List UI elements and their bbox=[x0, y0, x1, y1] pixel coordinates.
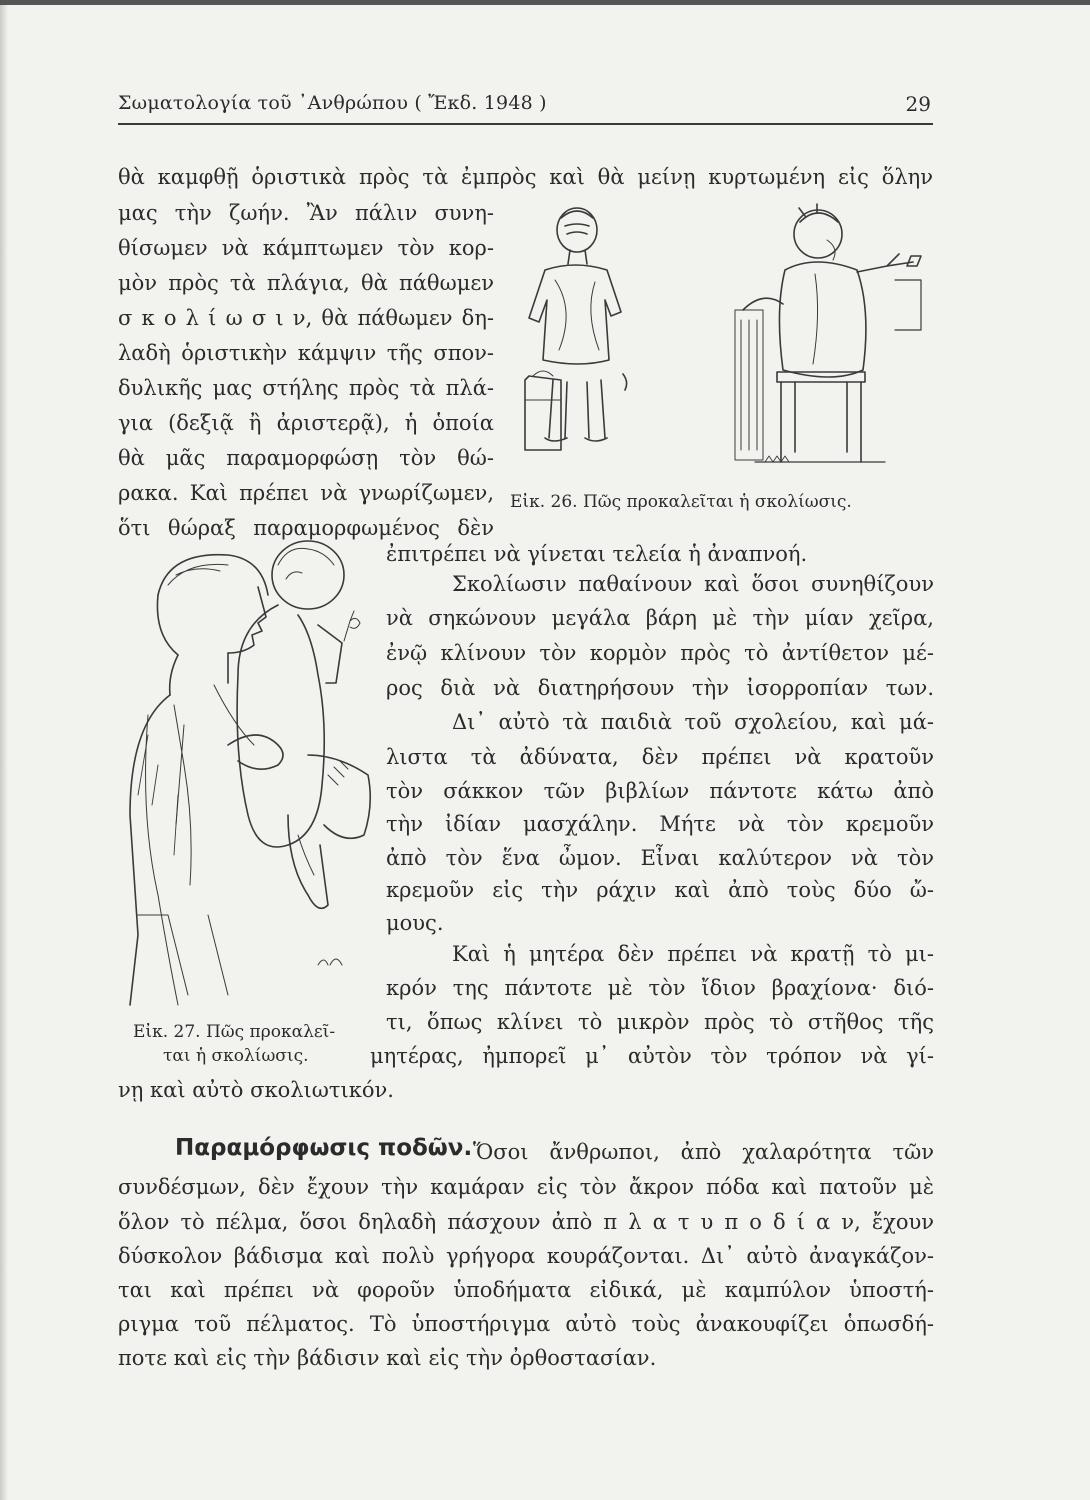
figure-27-drawing bbox=[118, 535, 383, 1015]
text-line: τὸν σάκκον τῶν βιβλίων πάντοτε κάτω ἀπὸ bbox=[386, 779, 934, 803]
text-line: μητέρας, ἠμπορεῖ μ᾿ αὐτὸν τὸν τρόπον νὰ γί- bbox=[370, 1044, 934, 1068]
text-line: ριγμα τοῦ πέλματος. Τὸ ὑποστήριγμα αὐτὸ τοὺς ἀνακουφίζει ὁπωσδή- bbox=[118, 1312, 934, 1336]
text-line: νὰ σηκώνουν μεγάλα βάρη μὲ τὴν μίαν χεῖρα, bbox=[386, 606, 934, 630]
text-line: κρόν της πάντοτε μὲ τὸν ἴδιον βραχίονα· διό- bbox=[386, 976, 934, 1000]
text-line: ρος διὰ νὰ διατηρήσουν τὴν ἰσορροπίαν των. bbox=[386, 676, 934, 700]
figure-27-caption-line2: ται ἡ σκολίωσις. bbox=[163, 1046, 309, 1066]
text-line: μους. bbox=[386, 911, 444, 935]
page-number: 29 bbox=[905, 92, 931, 116]
text-line: λιστα τὰ ἀδύνατα, δὲν πρέπει νὰ κρατοῦν bbox=[386, 745, 934, 769]
header-rule bbox=[118, 123, 933, 125]
text-line: ἐπιτρέπει νὰ γίνεται τελεία ἡ ἀναπνοή. bbox=[386, 542, 808, 566]
text-line: νῃ καὶ αὐτὸ σκολιωτικόν. bbox=[118, 1078, 394, 1102]
text-line: ται καὶ πρέπει νὰ φοροῦν ὑποδήματα εἰδικά, μὲ καμπύλον ὑποστή- bbox=[118, 1278, 934, 1302]
figure-27-caption-line1: Εἰκ. 27. Πῶς προκαλεῖ- bbox=[133, 1022, 336, 1042]
text-line: ὅλον τὸ πέλμα, ὅσοι δηλαδὴ πάσχουν ἀπὸ π λ α τ υ π ο δ ί α ν, ἔχουν bbox=[118, 1210, 934, 1234]
text-line: τὴν ἰδίαν μασχάλην. Μήτε νὰ τὸν κρεμοῦν bbox=[386, 812, 934, 836]
text-line: ἀπὸ τὸν ἕνα ὦμον. Εἶναι καλύτερον νὰ τὸν bbox=[386, 846, 934, 870]
text-line: δυλικῆς μας στήλης πρὸς τὰ πλά- bbox=[118, 376, 494, 400]
scan-left-shadow bbox=[0, 5, 8, 1500]
text-line: θὰ μᾶς παραμορφώσῃ τὸν θώ- bbox=[118, 446, 494, 470]
text-line: λαδὴ ὁριστικὴν κάμψιν τῆς σπον- bbox=[118, 341, 494, 365]
text-line: θίσωμεν νὰ κάμπτωμεν τὸν κορ- bbox=[118, 236, 494, 260]
figure-26-drawing bbox=[515, 200, 925, 475]
text-line: ὅτι θώραξ παραμορφωμένος δὲν bbox=[118, 516, 494, 540]
text-line: σ κ ο λ ί ω σ ι ν, θὰ πάθωμεν δη- bbox=[118, 306, 494, 330]
text-line: ποτε καὶ εἰς τὴν βάδισιν καὶ εἰς τὴν ὀρθοστασίαν. bbox=[118, 1346, 657, 1370]
text-line: κρεμοῦν εἰς τὴν ράχιν καὶ ἀπὸ τοὺς δύο ὤ- bbox=[386, 878, 934, 902]
text-line: για (δεξιᾷ ἢ ἀριστερᾷ), ἡ ὁποία bbox=[118, 411, 494, 435]
text-line: μας τὴν ζωήν. Ἂν πάλιν συνη- bbox=[118, 201, 494, 225]
figure-26-illustration bbox=[515, 200, 925, 475]
text-line: μὸν πρὸς τὰ πλάγια, θὰ πάθωμεν bbox=[118, 271, 494, 295]
text-line: ρακα. Καὶ πρέπει νὰ γνωρίζωμεν, bbox=[118, 481, 494, 505]
text-line: Σκολίωσιν παθαίνουν καὶ ὅσοι συνηθίζουν bbox=[452, 572, 934, 596]
text-line: θὰ καμφθῇ ὁριστικὰ πρὸς τὰ ἐμπρὸς καὶ θὰ μείνῃ κυρτωμένη εἰς ὅλην bbox=[118, 165, 933, 189]
text-line: ἐνῷ κλίνουν τὸν κορμὸν πρὸς τὸ ἀντίθετον μέ- bbox=[386, 641, 934, 665]
text-line: Ὅσοι ἄνθρωποι, ἀπὸ χαλαρότητα τῶν bbox=[473, 1140, 934, 1164]
text-line: Δι᾿ αὐτὸ τὰ παιδιὰ τοῦ σχολείου, καὶ μά- bbox=[452, 710, 934, 734]
figure-26-caption: Εἰκ. 26. Πῶς προκαλεῖται ἡ σκολίωσις. bbox=[510, 492, 852, 512]
scan-top-band bbox=[0, 0, 1090, 5]
text-line: δύσκολον βάδισμα καὶ πολὺ γρήγορα κουράζονται. Δι᾿ αὐτὸ ἀναγκάζον- bbox=[118, 1244, 934, 1268]
running-title: Σωματολογία τοῦ ᾿Ανθρώπου ( Ἔκδ. 1948 ) bbox=[118, 92, 547, 114]
text-line: Καὶ ἡ μητέρα δὲν πρέπει νὰ κρατῇ τὸ μι- bbox=[452, 942, 934, 966]
figure-27-illustration bbox=[118, 535, 383, 1015]
text-line: συνδέσμων, δὲν ἔχουν τὴν καμάραν εἰς τὸν ἄκρον πόδα καὶ πατοῦν μὲ bbox=[118, 1175, 934, 1199]
running-header bbox=[118, 92, 933, 122]
section-heading: Παραμόρφωσις ποδῶν. bbox=[175, 1135, 473, 1161]
text-line: τι, ὅπως κλίνει τὸ μικρὸν πρὸς τὸ στῆθος τῆς bbox=[386, 1010, 934, 1034]
